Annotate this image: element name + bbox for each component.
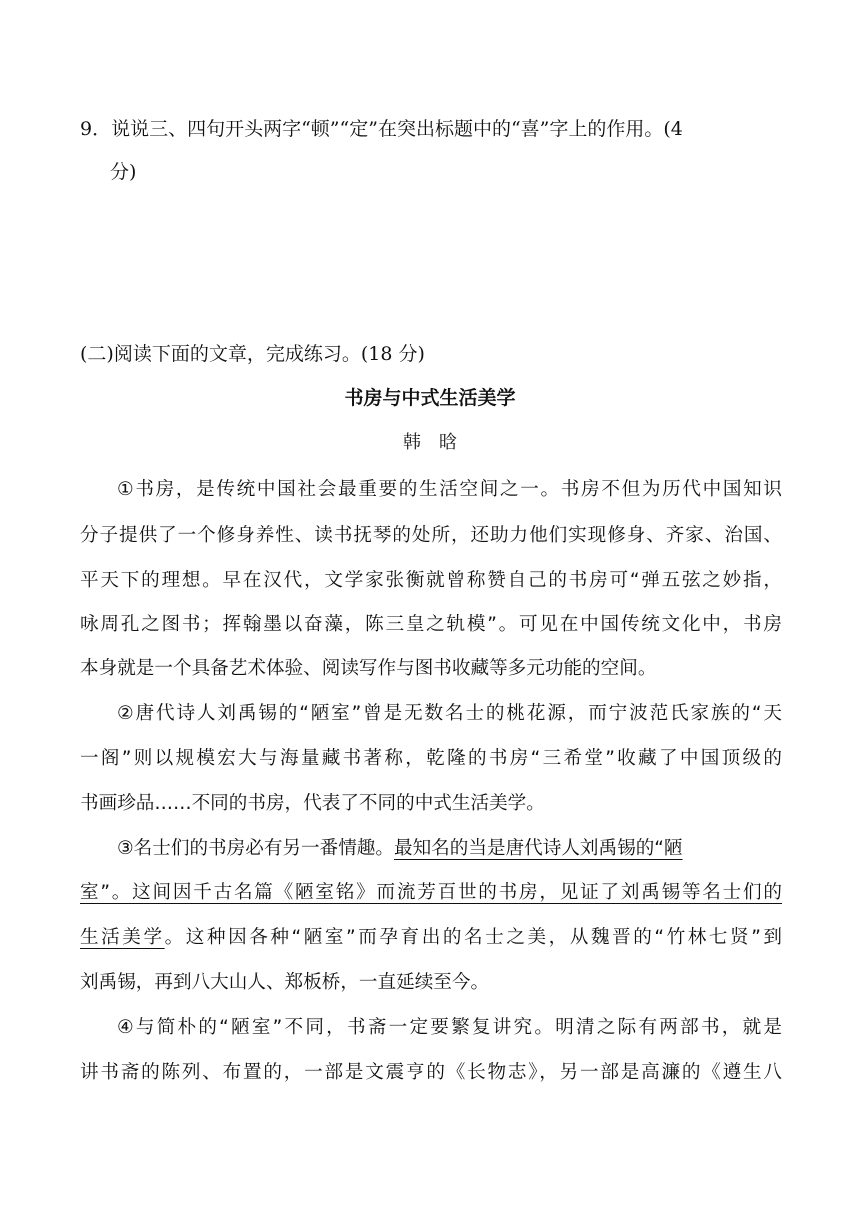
paragraph-2-line: ②唐代诗人刘禹锡的“陋室”曾是无数名士的桃花源，而宁波范氏家族的“天 [117, 703, 782, 724]
question-9-line-1: 9．说说三、四句开头两字“顿”“定”在突出标题中的“喜”字上的作用。(4 [80, 118, 683, 140]
underlined-passage: 生活美学 [80, 927, 165, 948]
paragraph-1-line: 平天下的理想。早在汉代，文学家张衡就曾称赞自己的书房可“弹五弦之妙指， [80, 570, 782, 591]
article-author [0, 429, 860, 457]
paragraph-4-line: 讲书斋的陈列、布置的，一部是文震亨的《长物志》，另一部是高濂的《遵生八 [80, 1062, 782, 1083]
paragraph-2-line: 书画珍品……不同的书房，代表了不同的中式生活美学。 [80, 793, 545, 814]
paragraph-3-line [117, 835, 782, 863]
underlined-passage: 室”。这间因千古名篇《陋室铭》而流芳百世的书房，见证了刘禹锡等名士们的 [80, 882, 782, 903]
question-9-line-2: 分) [110, 161, 137, 183]
paragraph-4-line: ④与简朴的“陋室”不同，书斋一定要繁复讲究。明清之际有两部书，就是 [117, 1017, 782, 1038]
paragraph-1-line: 分子提供了一个修身养性、读书抚琴的处所，还助力他们实现修身、齐家、治国、 [80, 525, 782, 546]
paragraph-3-line [80, 924, 782, 952]
section-header: (二)阅读下面的文章，完成练习。(18 分) [80, 343, 425, 365]
paragraph-1-line: 咏周孔之图书；挥翰墨以奋藻，陈三皇之轨模”。可见在中国传统文化中，书房 [80, 614, 782, 635]
paragraph-2-line: 一阁”则以规模宏大与海量藏书著称，乾隆的书房“三希堂”收藏了中国顶级的 [80, 748, 782, 769]
author-char-1: 韩 [403, 432, 421, 453]
author-char-2: 晗 [439, 432, 457, 453]
article-title: 书房与中式生活美学 [344, 387, 516, 409]
underlined-passage: 最知名的当是唐代诗人刘禹锡的“陋 [393, 838, 683, 859]
paragraph-3-line: 刘禹锡，再到八大山人、郑板桥，一直延续至今。 [80, 972, 490, 993]
paragraph-1-line: 本身就是一个具备艺术体验、阅读写作与图书收藏等多元功能的空间。 [80, 658, 657, 679]
paragraph-3-text: 。这种因各种“陋室”而孕育出的名士之美，从魏晋的“竹林七贤”到 [164, 927, 782, 948]
paragraph-3-line [80, 879, 782, 907]
paragraph-3-text: ③名士们的书房必有另一番情趣。 [117, 838, 394, 859]
paragraph-1-line: ①书房，是传统中国社会最重要的生活空间之一。书房不但为历代中国知识 [117, 479, 782, 500]
